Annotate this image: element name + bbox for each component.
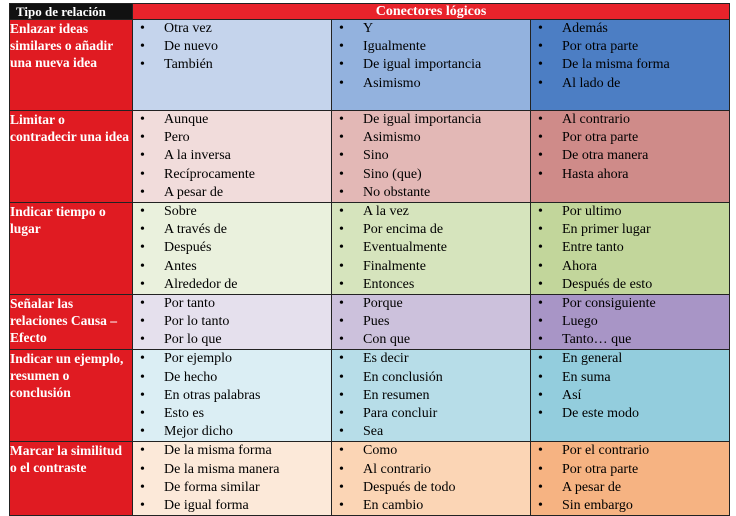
table-row xyxy=(10,20,730,111)
list-item: • De otra manera xyxy=(531,147,729,165)
list-item: • Por consiguiente xyxy=(531,295,729,313)
list-item: • Pero xyxy=(133,129,331,147)
connector-list xyxy=(332,295,530,350)
connector-list xyxy=(332,20,530,93)
connector-list xyxy=(133,20,331,75)
list-item: • De la misma forma xyxy=(531,56,729,74)
list-item: • Pues xyxy=(332,313,530,331)
header-tipo-relacion: Tipo de relación xyxy=(10,4,133,20)
table-body xyxy=(10,20,730,516)
list-item: • De la misma forma xyxy=(133,442,331,460)
table-row xyxy=(10,350,730,442)
connector-cell xyxy=(332,442,531,516)
connector-cell xyxy=(332,20,531,111)
list-item: • Por lo que xyxy=(133,331,331,349)
connector-cell xyxy=(531,294,730,350)
connector-list xyxy=(133,111,331,202)
list-item: • Además xyxy=(531,20,729,38)
list-item: • De igual importancia xyxy=(332,111,530,129)
connector-cell xyxy=(332,202,531,294)
list-item: • Por ejemplo xyxy=(133,350,331,368)
connector-list xyxy=(332,111,530,202)
list-item: • En general xyxy=(531,350,729,368)
connector-cell xyxy=(531,442,730,516)
list-item: • Es decir xyxy=(332,350,530,368)
list-item: • Entre tanto xyxy=(531,239,729,257)
connector-list xyxy=(332,203,530,294)
list-item: • Por el contrario xyxy=(531,442,729,460)
list-item: • Por lo tanto xyxy=(133,313,331,331)
list-item: • Por otra parte xyxy=(531,129,729,147)
list-item: • Aunque xyxy=(133,111,331,129)
list-item: • Sino xyxy=(332,147,530,165)
list-item: • Después de esto xyxy=(531,276,729,294)
list-item: • Hasta ahora xyxy=(531,166,729,184)
list-item: • En suma xyxy=(531,369,729,387)
connector-cell xyxy=(133,294,332,350)
list-item: • Asimismo xyxy=(332,75,530,93)
connector-cell xyxy=(332,111,531,203)
list-item: • Y xyxy=(332,20,530,38)
list-item: • Como xyxy=(332,442,530,460)
list-item: • En otras palabras xyxy=(133,387,331,405)
list-item: • Tanto… que xyxy=(531,331,729,349)
connector-cell xyxy=(332,350,531,442)
list-item: • De la misma manera xyxy=(133,461,331,479)
connector-cell xyxy=(531,20,730,111)
connector-list xyxy=(531,20,729,93)
relation-type-label: Marcar la similitud o el contraste xyxy=(10,442,133,516)
list-item: • Otra vez xyxy=(133,20,331,38)
list-item: • A pesar de xyxy=(531,479,729,497)
list-item: • Por otra parte xyxy=(531,461,729,479)
list-item: • Mejor dicho xyxy=(133,423,331,441)
list-item: • Sobre xyxy=(133,203,331,221)
list-item: • Recíprocamente xyxy=(133,166,331,184)
connector-list xyxy=(531,442,729,515)
list-item: • Asimismo xyxy=(332,129,530,147)
connector-cell xyxy=(133,442,332,516)
list-item: • De nuevo xyxy=(133,38,331,56)
list-item: • Sin embargo xyxy=(531,497,729,515)
connector-cell xyxy=(133,20,332,111)
relation-type-label: Señalar las relaciones Causa – Efecto xyxy=(10,294,133,350)
list-item: • Por encima de xyxy=(332,221,530,239)
list-item: • Con que xyxy=(332,331,530,349)
connector-cell xyxy=(133,111,332,203)
connectors-table xyxy=(9,3,730,516)
list-item: • No obstante xyxy=(332,184,530,202)
table-row xyxy=(10,442,730,516)
connector-list xyxy=(133,203,331,294)
list-item: • Después de todo xyxy=(332,479,530,497)
list-item: • De este modo xyxy=(531,405,729,423)
connector-cell xyxy=(332,294,531,350)
list-item: • De igual importancia xyxy=(332,56,530,74)
list-item: • Así xyxy=(531,387,729,405)
list-item: • También xyxy=(133,56,331,74)
list-item: • Alrededor de xyxy=(133,276,331,294)
list-item: • Luego xyxy=(531,313,729,331)
connector-list xyxy=(531,295,729,350)
list-item: • Sino (que) xyxy=(332,166,530,184)
connector-cell xyxy=(133,202,332,294)
list-item: • A pesar de xyxy=(133,184,331,202)
list-item: • Por otra parte xyxy=(531,38,729,56)
relation-type-label: Indicar tiempo o lugar xyxy=(10,202,133,294)
connector-cell xyxy=(531,350,730,442)
list-item: • Al lado de xyxy=(531,75,729,93)
list-item: • Sea xyxy=(332,423,530,441)
list-item: • Eventualmente xyxy=(332,239,530,257)
connector-list xyxy=(133,442,331,515)
list-item: • De igual forma xyxy=(133,497,331,515)
connector-list xyxy=(133,350,331,441)
list-item: • Antes xyxy=(133,258,331,276)
list-item: • Por ultimo xyxy=(531,203,729,221)
list-item: • En primer lugar xyxy=(531,221,729,239)
connector-list xyxy=(332,350,530,441)
list-item: • En cambio xyxy=(332,497,530,515)
table-row xyxy=(10,202,730,294)
relation-type-label: Indicar un ejemplo, resumen o conclusión xyxy=(10,350,133,442)
table-row xyxy=(10,294,730,350)
connector-list xyxy=(531,203,729,294)
list-item: • Porque xyxy=(332,295,530,313)
list-item: • En resumen xyxy=(332,387,530,405)
connector-list xyxy=(531,350,729,423)
connector-cell xyxy=(531,202,730,294)
connector-list xyxy=(531,111,729,184)
list-item: • Igualmente xyxy=(332,38,530,56)
relation-type-label: Limitar o contradecir una idea xyxy=(10,111,133,203)
connector-cell xyxy=(531,111,730,203)
list-item: • Al contrario xyxy=(531,111,729,129)
list-item: • A través de xyxy=(133,221,331,239)
table-row xyxy=(10,111,730,203)
list-item: • Después xyxy=(133,239,331,257)
list-item: • Para concluir xyxy=(332,405,530,423)
list-item: • En conclusión xyxy=(332,369,530,387)
connector-list xyxy=(133,295,331,350)
list-item: • De forma similar xyxy=(133,479,331,497)
list-item: • De hecho xyxy=(133,369,331,387)
list-item: • Al contrario xyxy=(332,461,530,479)
header-row xyxy=(10,4,730,20)
connector-cell xyxy=(133,350,332,442)
connector-list xyxy=(332,442,530,515)
list-item: • A la inversa xyxy=(133,147,331,165)
list-item: • A la vez xyxy=(332,203,530,221)
list-item: • Ahora xyxy=(531,258,729,276)
list-item: • Finalmente xyxy=(332,258,530,276)
list-item: • Entonces xyxy=(332,276,530,294)
list-item: • Por tanto xyxy=(133,295,331,313)
relation-type-label: Enlazar ideas similares o añadir una nueva idea xyxy=(10,20,133,111)
list-item: • Esto es xyxy=(133,405,331,423)
header-conectores-logicos: Conectores lógicos xyxy=(133,4,730,20)
